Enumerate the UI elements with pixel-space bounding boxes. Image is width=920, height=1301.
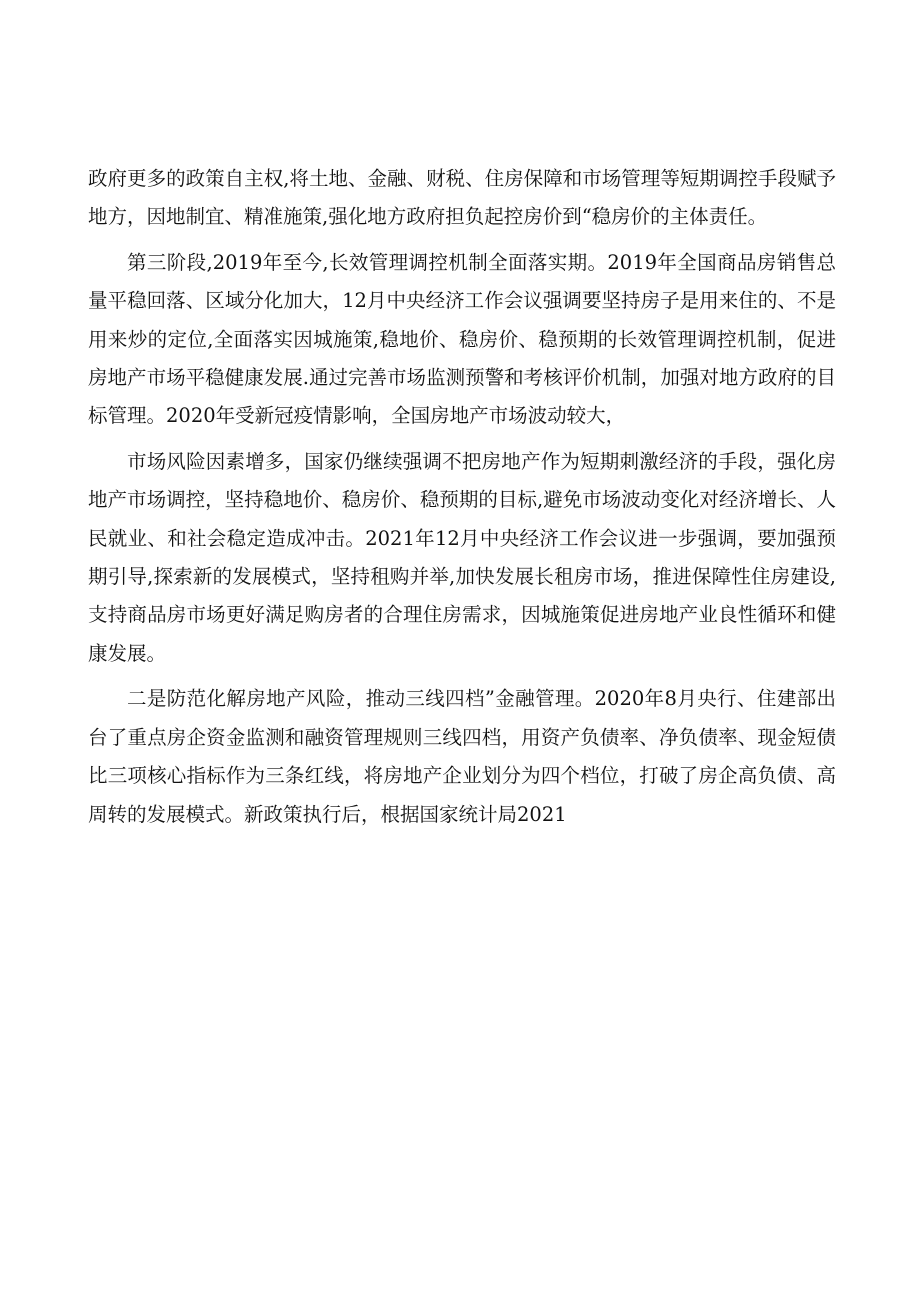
paragraph-4: 二是防范化解房地产风险，推动三线四档”金融管理。2020年8月央行、住建部出台了重点房企资金监测和融资管理规则三线四档，用资产负债率、净负债率、现金短债比三项核心指标作为三条红线，将房地产企业划分为四个档位，打破了房企高负债、高周转的发展模式。新政策执行后，根据国家统计局2021 <box>88 687 836 826</box>
paragraph-3: 市场风险因素增多，国家仍继续强调不把房地产作为短期刺激经济的手段，强化房地产市场调控，坚持稳地价、稳房价、稳预期的目标,避免市场波动变化对经济增长、人民就业、和社会稳定造成冲击。2021年12月中央经济工作会议进一步强调，要加强预期引导,探索新的发展模式，坚持租购并举,加快发展长租房市场，推进保障性住房建设,支持商品房市场更好满足购房者的合理住房需求，因城施策促进房地产业良性循环和健康发展。 <box>88 449 836 665</box>
paragraph-1: 政府更多的政策自主权,将土地、金融、财税、住房保障和市场管理等短期调控手段赋予地方，因地制宜、精准施策,强化地方政府担负起控房价到“稳房价的主体责任。 <box>88 167 836 229</box>
paragraph-2: 第三阶段,2019年至今,长效管理调控机制全面落实期。2019年全国商品房销售总量平稳回落、区域分化加大，12月中央经济工作会议强调要坚持房子是用来住的、不是用来炒的定位,全面落实因城施策,稳地价、稳房价、稳预期的长效管理调控机制，促进房地产市场平稳健康发展.通过完善市场监测预警和考核评价机制，加强对地方政府的目标管理。2020年受新冠疫情影响，全国房地产市场波动较大， <box>88 250 836 428</box>
document-body <box>88 160 836 834</box>
